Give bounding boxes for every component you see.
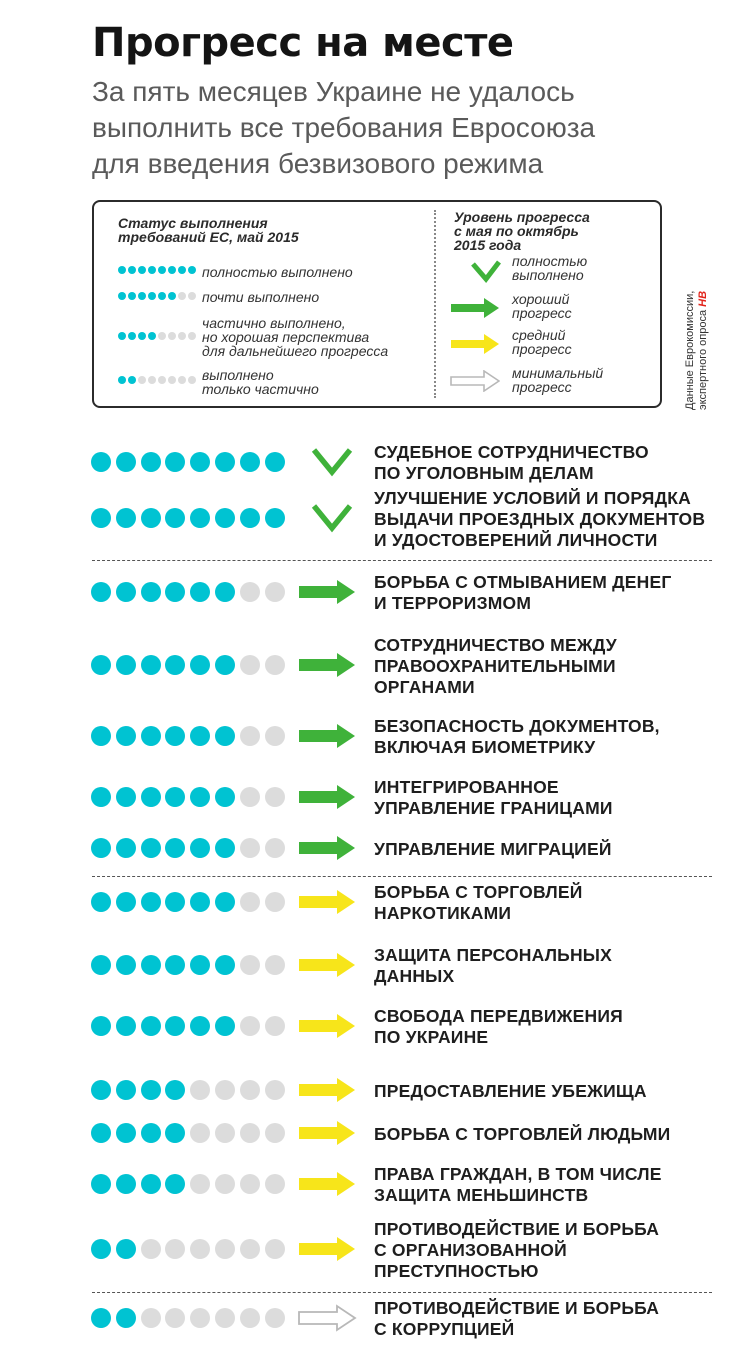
filled-dot xyxy=(165,1080,185,1100)
filled-dot xyxy=(91,838,111,858)
empty-dot xyxy=(190,1080,210,1100)
status-dots xyxy=(91,1239,285,1259)
empty-dot xyxy=(240,1016,260,1036)
filled-dot xyxy=(116,1308,136,1328)
status-dots xyxy=(91,838,285,858)
requirement-label: ПРОТИВОДЕЙСТВИЕ И БОРЬБА С ОРГАНИЗОВАННОЙ ПРЕСТУПНОСТЬЮ xyxy=(374,1218,660,1281)
requirement-label: СОТРУДНИЧЕСТВО МЕЖДУ ПРАВООХРАНИТЕЛЬНЫМИ ОРГАНАМИ xyxy=(374,634,617,697)
filled-dot xyxy=(91,582,111,602)
check-icon xyxy=(306,442,358,480)
empty-dot xyxy=(265,1308,285,1328)
filled-dot xyxy=(141,1016,161,1036)
requirement-label: ПРЕДОСТАВЛЕНИЕ УБЕЖИЩА xyxy=(374,1080,647,1101)
filled-dot xyxy=(190,787,210,807)
filled-dot xyxy=(91,452,111,472)
filled-dot xyxy=(165,838,185,858)
legend-progress-text: хороший прогресс xyxy=(512,291,572,321)
filled-dot xyxy=(116,582,136,602)
filled-dot xyxy=(265,452,285,472)
check-icon xyxy=(306,498,358,536)
filled-dot xyxy=(91,508,111,528)
empty-dot xyxy=(240,1123,260,1143)
group-divider xyxy=(92,1292,712,1293)
empty-dot xyxy=(265,1016,285,1036)
filled-dot xyxy=(215,1016,235,1036)
empty-dot xyxy=(265,838,285,858)
filled-dot xyxy=(165,452,185,472)
arrow-yellow-icon xyxy=(297,946,357,984)
filled-dot xyxy=(141,1174,161,1194)
status-dots xyxy=(91,1174,285,1194)
status-dots xyxy=(91,787,285,807)
filled-dot xyxy=(116,838,136,858)
source-brand: НВ xyxy=(697,290,709,307)
filled-dot xyxy=(116,1174,136,1194)
status-dots xyxy=(91,726,285,746)
arrow-yellow-icon xyxy=(297,883,357,921)
filled-dot xyxy=(215,892,235,912)
empty-dot xyxy=(215,1123,235,1143)
page-subtitle: За пять месяцев Украине не удалось выполнить все требования Евросоюза для введения безвизового режима xyxy=(92,76,596,179)
filled-dot xyxy=(141,655,161,675)
filled-dot xyxy=(165,1174,185,1194)
filled-dot xyxy=(116,1016,136,1036)
filled-dot xyxy=(215,838,235,858)
filled-dot xyxy=(190,955,210,975)
filled-dot xyxy=(240,452,260,472)
status-dots xyxy=(91,1123,285,1143)
filled-dot xyxy=(215,955,235,975)
empty-dot xyxy=(215,1239,235,1259)
filled-dot xyxy=(190,655,210,675)
filled-dot xyxy=(190,892,210,912)
empty-dot xyxy=(265,892,285,912)
filled-dot xyxy=(91,1239,111,1259)
status-dots xyxy=(91,1308,285,1328)
filled-dot xyxy=(91,1016,111,1036)
legend-status-text: частично выполнено, но хорошая перспектива для дальнейшего прогресса xyxy=(202,315,389,359)
status-dots xyxy=(91,1080,285,1100)
requirement-label: ПРОТИВОДЕЙСТВИЕ И БОРЬБА С КОРРУПЦИЕЙ xyxy=(374,1298,660,1339)
filled-dot xyxy=(141,452,161,472)
empty-dot xyxy=(240,1239,260,1259)
filled-dot xyxy=(141,892,161,912)
filled-dot xyxy=(91,892,111,912)
filled-dot xyxy=(141,838,161,858)
filled-dot xyxy=(141,508,161,528)
empty-dot xyxy=(190,1123,210,1143)
status-dots xyxy=(91,1016,285,1036)
filled-dot xyxy=(116,1239,136,1259)
legend-progress-title: Уровень прогресса с мая по октябрь 2015 года xyxy=(454,209,590,253)
empty-dot xyxy=(265,1080,285,1100)
filled-dot xyxy=(141,955,161,975)
status-dots xyxy=(91,955,285,975)
filled-dot xyxy=(165,787,185,807)
arrow-green-icon xyxy=(297,778,357,816)
filled-dot xyxy=(190,838,210,858)
empty-dot xyxy=(240,1308,260,1328)
filled-dot xyxy=(165,892,185,912)
requirement-label: УПРАВЛЕНИЕ МИГРАЦИЕЙ xyxy=(374,838,612,859)
filled-dot xyxy=(141,787,161,807)
filled-dot xyxy=(165,955,185,975)
legend-status-text: почти выполнено xyxy=(202,289,320,305)
filled-dot xyxy=(141,1080,161,1100)
filled-dot xyxy=(240,508,260,528)
empty-dot xyxy=(190,1174,210,1194)
filled-dot xyxy=(116,452,136,472)
filled-dot xyxy=(91,726,111,746)
empty-dot xyxy=(141,1308,161,1328)
arrow-green-icon xyxy=(297,573,357,611)
arrow-outline-icon xyxy=(297,1299,357,1337)
filled-dot xyxy=(91,955,111,975)
status-dots xyxy=(91,892,285,912)
empty-dot xyxy=(165,1308,185,1328)
group-divider xyxy=(92,560,712,561)
filled-dot xyxy=(190,452,210,472)
arrow-green-icon xyxy=(297,646,357,684)
filled-dot xyxy=(91,787,111,807)
requirement-label: ЗАЩИТА ПЕРСОНАЛЬНЫХ ДАННЫХ xyxy=(374,945,612,986)
filled-dot xyxy=(190,726,210,746)
source-text: Данные Еврокомиссии, экспертного опроса xyxy=(684,290,709,410)
filled-dot xyxy=(91,1174,111,1194)
filled-dot xyxy=(165,726,185,746)
filled-dot xyxy=(116,1123,136,1143)
empty-dot xyxy=(240,787,260,807)
filled-dot xyxy=(91,1080,111,1100)
empty-dot xyxy=(240,1080,260,1100)
filled-dot xyxy=(165,1016,185,1036)
filled-dot xyxy=(165,582,185,602)
empty-dot xyxy=(265,726,285,746)
empty-dot xyxy=(265,1174,285,1194)
filled-dot xyxy=(91,1308,111,1328)
empty-dot xyxy=(265,1123,285,1143)
requirement-label: БОРЬБА С ТОРГОВЛЕЙ ЛЮДЬМИ xyxy=(374,1123,671,1144)
empty-dot xyxy=(265,655,285,675)
empty-dot xyxy=(265,787,285,807)
filled-dot xyxy=(190,582,210,602)
empty-dot xyxy=(190,1239,210,1259)
filled-dot xyxy=(116,655,136,675)
filled-dot xyxy=(265,508,285,528)
filled-dot xyxy=(141,582,161,602)
empty-dot xyxy=(240,726,260,746)
requirement-label: СВОБОДА ПЕРЕДВИЖЕНИЯ ПО УКРАИНЕ xyxy=(374,1006,623,1047)
requirement-label: БОРЬБА С ТОРГОВЛЕЙ НАРКОТИКАМИ xyxy=(374,882,583,923)
empty-dot xyxy=(265,1239,285,1259)
filled-dot xyxy=(116,508,136,528)
filled-dot xyxy=(215,508,235,528)
requirement-label: ИНТЕГРИРОВАННОЕ УПРАВЛЕНИЕ ГРАНИЦАМИ xyxy=(374,777,613,818)
arrow-yellow-icon xyxy=(297,1071,357,1109)
empty-dot xyxy=(240,955,260,975)
page-title: Прогресс на месте xyxy=(92,20,514,66)
empty-dot xyxy=(240,892,260,912)
filled-dot xyxy=(91,655,111,675)
empty-dot xyxy=(265,582,285,602)
filled-dot xyxy=(165,655,185,675)
legend-status-text: выполнено только частично xyxy=(202,367,319,397)
arrow-yellow-icon xyxy=(297,1007,357,1045)
arrow-green-icon xyxy=(297,717,357,755)
filled-dot xyxy=(116,787,136,807)
filled-dot xyxy=(215,655,235,675)
empty-dot xyxy=(141,1239,161,1259)
empty-dot xyxy=(215,1308,235,1328)
filled-dot xyxy=(116,892,136,912)
filled-dot xyxy=(190,1016,210,1036)
empty-dot xyxy=(240,582,260,602)
status-dots xyxy=(91,582,285,602)
filled-dot xyxy=(215,452,235,472)
filled-dot xyxy=(141,726,161,746)
empty-dot xyxy=(240,655,260,675)
legend-status-title: Статус выполнения требований ЕС, май 2015 xyxy=(118,215,299,245)
filled-dot xyxy=(116,1080,136,1100)
empty-dot xyxy=(165,1239,185,1259)
filled-dot xyxy=(141,1123,161,1143)
filled-dot xyxy=(116,726,136,746)
legend-progress-text: средний прогресс xyxy=(512,327,572,357)
requirement-label: ПРАВА ГРАЖДАН, В ТОМ ЧИСЛЕ ЗАЩИТА МЕНЬШИНСТВ xyxy=(374,1164,662,1205)
filled-dot xyxy=(215,787,235,807)
empty-dot xyxy=(190,1308,210,1328)
filled-dot xyxy=(91,1123,111,1143)
legend-status-text: полностью выполнено xyxy=(202,264,353,280)
arrow-yellow-icon xyxy=(297,1114,357,1152)
legend-progress-text: полностью выполнено xyxy=(512,253,588,283)
requirement-label: БОРЬБА С ОТМЫВАНИЕМ ДЕНЕГ И ТЕРРОРИЗМОМ xyxy=(374,572,672,613)
filled-dot xyxy=(165,1123,185,1143)
filled-dot xyxy=(215,726,235,746)
requirement-label: БЕЗОПАСНОСТЬ ДОКУМЕНТОВ, ВКЛЮЧАЯ БИОМЕТРИКУ xyxy=(374,716,660,757)
arrow-yellow-icon xyxy=(297,1165,357,1203)
status-dots xyxy=(91,508,285,528)
group-divider xyxy=(92,876,712,877)
empty-dot xyxy=(215,1174,235,1194)
status-dots xyxy=(91,452,285,472)
empty-dot xyxy=(240,838,260,858)
filled-dot xyxy=(165,508,185,528)
empty-dot xyxy=(215,1080,235,1100)
filled-dot xyxy=(116,955,136,975)
requirement-label: СУДЕБНОЕ СОТРУДНИЧЕСТВО ПО УГОЛОВНЫМ ДЕЛАМ xyxy=(374,442,649,483)
empty-dot xyxy=(240,1174,260,1194)
filled-dot xyxy=(215,582,235,602)
status-dots xyxy=(91,655,285,675)
filled-dot xyxy=(190,508,210,528)
requirement-label: УЛУЧШЕНИЕ УСЛОВИЙ И ПОРЯДКА ВЫДАЧИ ПРОЕЗДНЫХ ДОКУМЕНТОВ И УДОСТОВЕРЕНИЙ ЛИЧНОСТИ xyxy=(374,487,706,550)
legend-progress-text: минимальный прогресс xyxy=(512,365,604,395)
arrow-yellow-icon xyxy=(297,1230,357,1268)
empty-dot xyxy=(265,955,285,975)
arrow-green-icon xyxy=(297,829,357,867)
